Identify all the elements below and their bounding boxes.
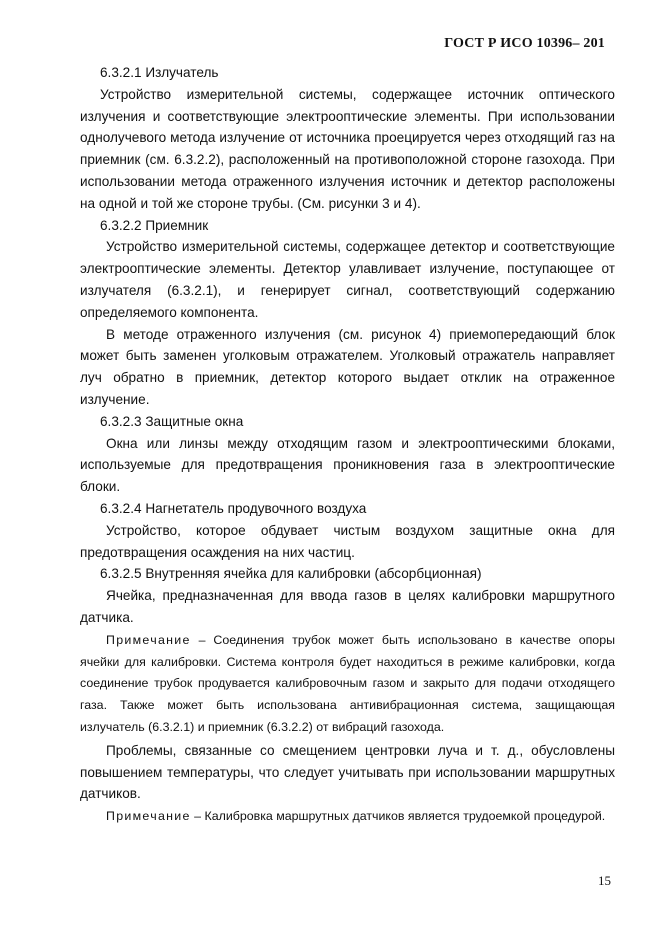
body-paragraph: В методе отраженного излучения (см. рисунок 4) приемопередающий блок может быть заменен уголковым отражателем. Уголковый отражатель направляет луч обратно в приемник, детектор которого выдает отклик на отраженное излучение. xyxy=(80,326,615,407)
section-heading: 6.3.2.5 Внутренняя ячейка для калибровки (абсорбционная) xyxy=(100,566,482,582)
body-paragraph: Устройство измерительной системы, содержащее детектор и соответствующие электрооптические элементы. Детектор улавливает излучение, поступающее от излучателя (6.3.2.1), и генерирует сигнал, соответствующий содержанию определяемого компонента. xyxy=(80,239,615,320)
body-paragraph: Устройство, которое обдувает чистым воздухом защитные окна для предотвращения осаждения на них частиц. xyxy=(80,522,615,560)
body-paragraph: Проблемы, связанные со смещением центровки луча и т. д., обусловлены повышением температуры, что следует учитывать при использовании маршрутных датчиков. xyxy=(80,742,615,802)
section-heading: 6.3.2.4 Нагнетатель продувочного воздуха xyxy=(100,500,367,516)
section-heading: 6.3.2.1 Излучатель xyxy=(100,65,219,80)
note-label: Примечание xyxy=(106,632,191,647)
body-paragraph: Окна или линзы между отходящим газом и электрооптическими блоками, используемые для предотвращения проникновения газа в электрооптические блоки. xyxy=(80,435,615,495)
section-heading: 6.3.2.3 Защитные окна xyxy=(100,413,244,429)
body-paragraph: Ячейка, предназначенная для ввода газов в целях калибровки маршрутного датчика. xyxy=(80,588,615,625)
section-heading: 6.3.2.2 Приемник xyxy=(100,217,209,233)
note-text: – Соединения трубок может быть использовано в качестве опоры ячейки для калибровки. Система контроля будет находиться в режиме калибровки, когда соединение трубок продувается калибровочным газом и закрыто для подачи отходящего газа. Также может быть использована антивибрационная система, защищающая излучатель (6.3.2.1) и приемник (6.3.2.2) от вибраций газохода. xyxy=(80,632,615,734)
note-paragraph xyxy=(80,630,615,739)
note-paragraph xyxy=(80,806,615,828)
document-header: ГОСТ Р ИСО 10396– 201 xyxy=(444,36,605,51)
page-number: 15 xyxy=(598,873,611,888)
body-paragraph: Устройство измерительной системы, содержащее источник оптического излучения и соответствующие электрооптические элементы. При использовании однолучевого метода излучение от источника проецируется через отходящий газ на приемник (см. 6.3.2.2), расположенный на противоположной стороне газохода. При использовании метода отраженного излучения источник и детектор расположены на одной и той же стороне трубы. (См. рисунки 3 и 4). xyxy=(80,86,615,211)
document-body xyxy=(80,62,615,828)
note-text: – Калибровка маршрутных датчиков является трудоемкой процедурой. xyxy=(190,809,606,824)
note-label: Примечание xyxy=(106,809,191,824)
